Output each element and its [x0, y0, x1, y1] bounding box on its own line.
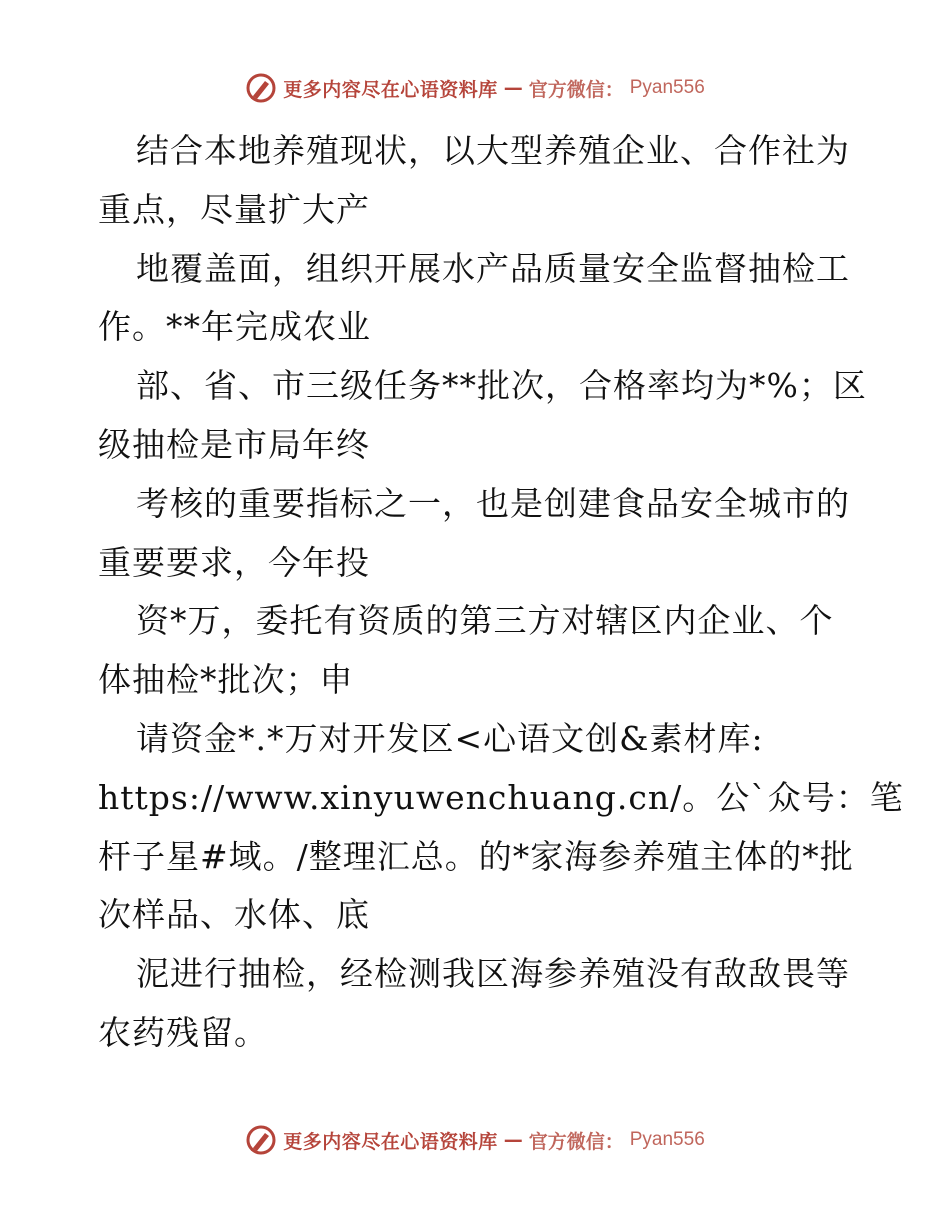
body-line: 重点，尽量扩大产: [98, 189, 370, 229]
pen-logo-icon: [245, 1124, 277, 1156]
banner-account: Pyan556: [629, 77, 705, 98]
pen-logo-icon: [245, 72, 277, 104]
body-line: 杆子星#域。/整理汇总。的*家海参养殖主体的*批: [98, 836, 854, 876]
body-line: 次样品、水体、底: [98, 895, 370, 935]
banner-wechat-label: 官方微信：: [528, 1130, 624, 1153]
body-line: https://www.xinyuwenchuang.cn/。公`众号：笔: [98, 777, 904, 817]
banner-wechat-label: 官方微信：: [528, 78, 624, 101]
body-line: 资*万，委托有资质的第三方对辖区内企业、个: [136, 601, 834, 641]
body-line: 体抽检*批次；申: [98, 660, 354, 700]
body-line: 重要要求，今年投: [98, 542, 370, 582]
body-line: 农药残留。: [98, 1012, 268, 1052]
body-line: 部、省、市三级任务**批次，合格率均为*%；区: [136, 366, 867, 406]
document-body: [98, 122, 904, 1063]
header-banner: [0, 72, 950, 104]
banner-account: Pyan556: [629, 1129, 705, 1150]
body-line: 请资金*.*万对开发区<心语文创&素材库:: [136, 718, 764, 758]
body-line: 地覆盖面，组织开展水产品质量安全监督抽检工: [136, 248, 850, 288]
body-line: 结合本地养殖现状，以大型养殖企业、合作社为: [136, 131, 850, 170]
body-line: 级抽检是市局年终: [98, 424, 370, 464]
banner-separator: —: [503, 1129, 523, 1151]
footer-banner: [0, 1124, 950, 1156]
banner-separator: —: [503, 77, 523, 99]
body-line: 泥进行抽检，经检测我区海参养殖没有敌敌畏等: [136, 954, 850, 994]
banner-main-text: 更多内容尽在心语资料库: [283, 78, 498, 101]
banner-main-text: 更多内容尽在心语资料库: [283, 1130, 498, 1153]
body-line: 作。**年完成农业: [98, 307, 371, 347]
body-line: 考核的重要指标之一，也是创建食品安全城市的: [136, 483, 850, 523]
